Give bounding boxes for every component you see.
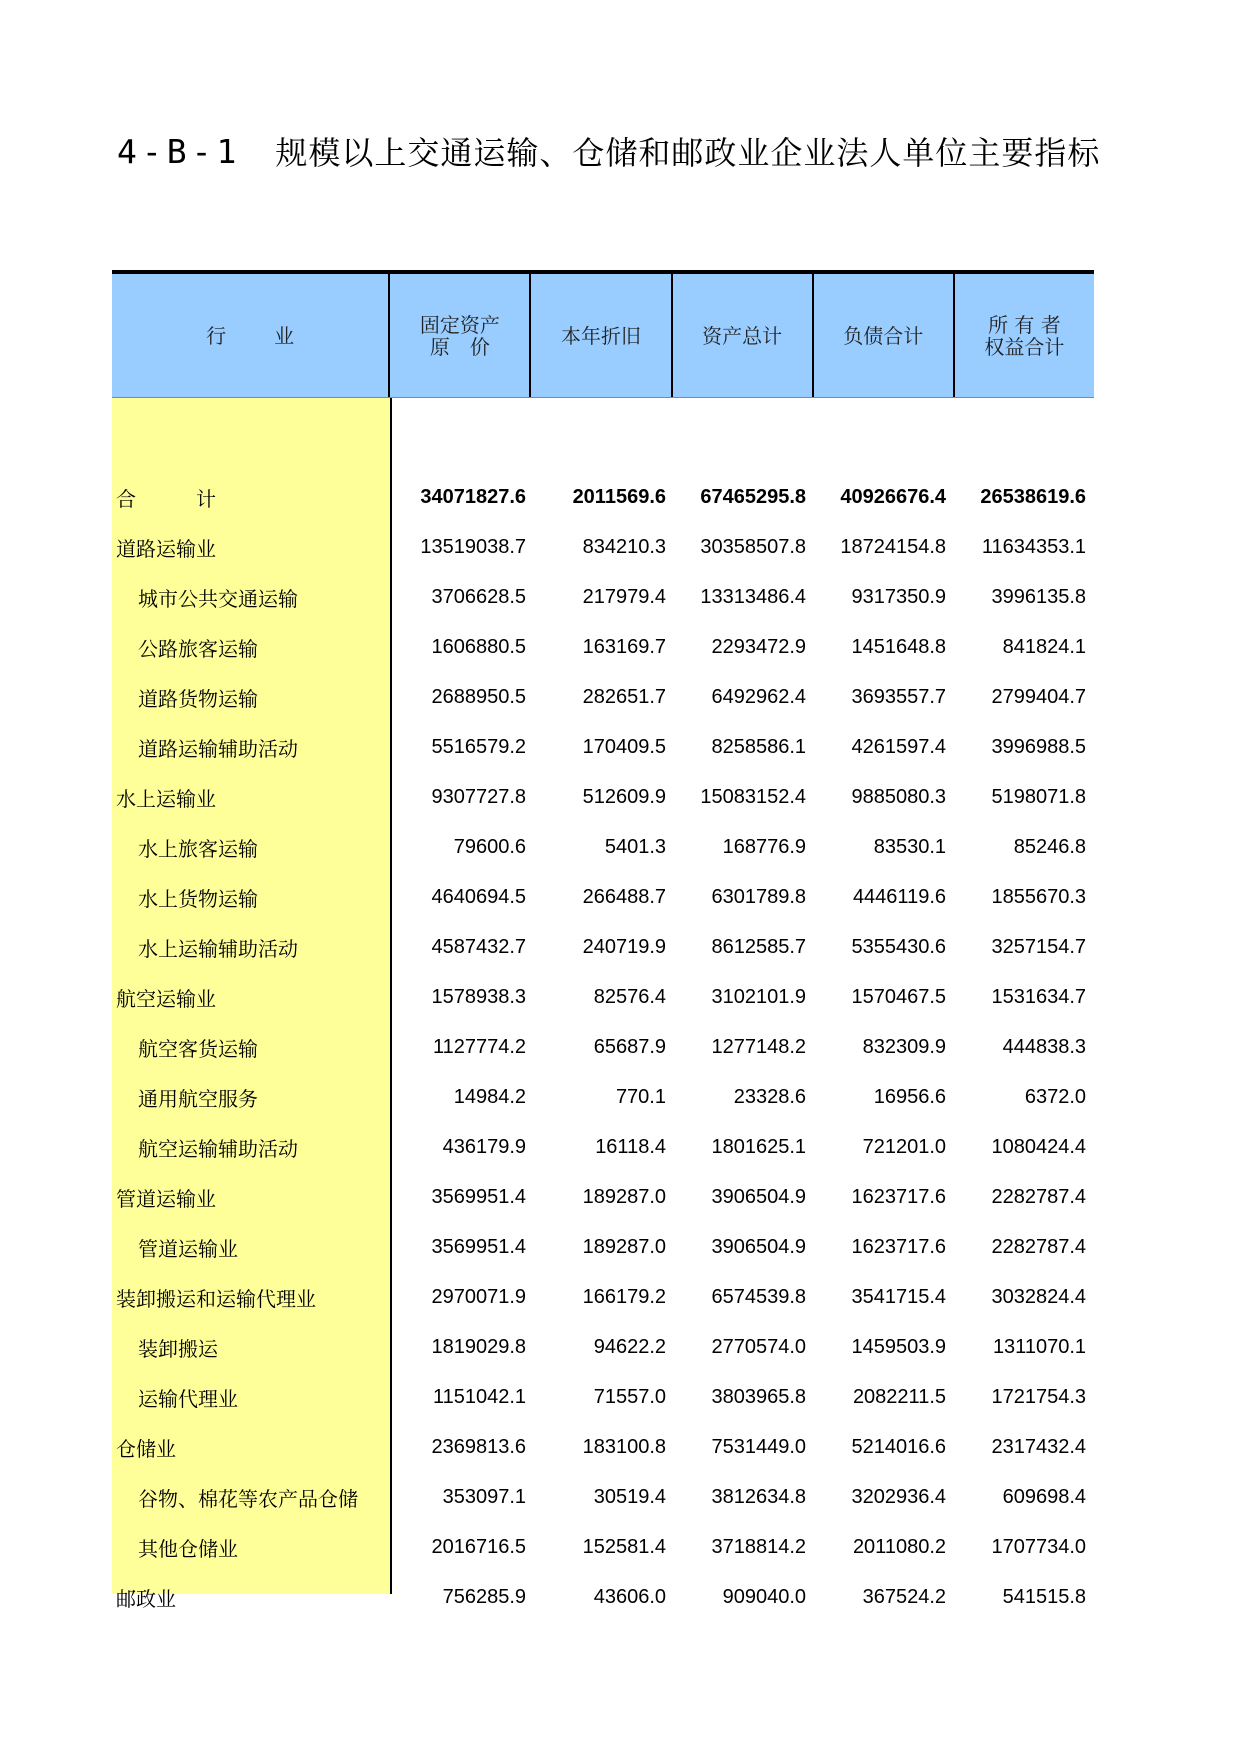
depreciation-cell: 282651.7: [582, 685, 666, 708]
table-body: [112, 398, 1094, 1622]
total-liabilities-cell: 832309.9: [862, 1035, 946, 1058]
owners-equity-cell: 5198071.8: [991, 785, 1086, 808]
table-row: [112, 972, 1094, 1022]
total-liabilities-cell: 3202936.4: [851, 1485, 946, 1508]
total-assets-cell: 6574539.8: [711, 1285, 806, 1308]
total-assets-cell: 3906504.9: [711, 1185, 806, 1208]
total-liabilities-cell: 5214016.6: [851, 1435, 946, 1458]
industry-name-cell: 道路运输辅助活动: [138, 736, 298, 761]
total-assets-cell: 15083152.4: [700, 785, 806, 808]
owners-equity-cell: 2282787.4: [991, 1235, 1086, 1258]
industry-name-cell: 管道运输业: [138, 1236, 238, 1261]
industry-name-cell: 水上运输业: [116, 786, 216, 811]
industry-name-cell: 道路运输业: [116, 536, 216, 561]
owners-equity-cell: 26538619.6: [980, 485, 1086, 508]
industry-name-cell: 水上旅客运输: [138, 836, 258, 861]
total-assets-cell: 67465295.8: [700, 485, 806, 508]
table-row: [112, 922, 1094, 972]
table-row: [112, 622, 1094, 672]
total-liabilities-cell: 9885080.3: [851, 785, 946, 808]
total-liabilities-cell: 5355430.6: [851, 935, 946, 958]
page-title: [117, 126, 1100, 176]
owners-equity-cell: 3996135.8: [991, 585, 1086, 608]
fixed-assets-cell: 1578938.3: [431, 985, 526, 1008]
owners-equity-cell: 444838.3: [1002, 1035, 1086, 1058]
fixed-assets-cell: 2016716.5: [431, 1535, 526, 1558]
total-row: [112, 472, 1094, 522]
total-assets-cell: 6301789.8: [711, 885, 806, 908]
owners-equity-cell: 6372.0: [1024, 1085, 1086, 1108]
depreciation-cell: 82576.4: [593, 985, 666, 1008]
depreciation-cell: 266488.7: [582, 885, 666, 908]
total-assets-cell: 168776.9: [722, 835, 806, 858]
table-row: [112, 1122, 1094, 1172]
total-liabilities-cell: 1459503.9: [851, 1335, 946, 1358]
table-row: [112, 1172, 1094, 1222]
total-liabilities-cell: 9317350.9: [851, 585, 946, 608]
depreciation-cell: 512609.9: [582, 785, 666, 808]
owners-equity-cell: 2282787.4: [991, 1185, 1086, 1208]
header-depreciation: 本年折旧: [529, 274, 670, 397]
table-row: [112, 722, 1094, 772]
owners-equity-cell: 609698.4: [1002, 1485, 1086, 1508]
depreciation-cell: 5401.3: [604, 835, 666, 858]
industry-name-cell: 装卸搬运: [138, 1336, 218, 1361]
owners-equity-cell: 541515.8: [1002, 1585, 1086, 1608]
industry-name-cell: 装卸搬运和运输代理业: [116, 1286, 316, 1311]
table-row: [112, 1422, 1094, 1472]
total-assets-cell: 3906504.9: [711, 1235, 806, 1258]
industry-name-cell: 航空运输业: [116, 986, 216, 1011]
fixed-assets-cell: 3706628.5: [431, 585, 526, 608]
depreciation-cell: 770.1: [615, 1085, 666, 1108]
industry-name-cell: 管道运输业: [116, 1186, 216, 1211]
fixed-assets-cell: 353097.1: [442, 1485, 526, 1508]
total-assets-cell: 3102101.9: [711, 985, 806, 1008]
fixed-assets-cell: 1606880.5: [431, 635, 526, 658]
fixed-assets-cell: 13519038.7: [420, 535, 526, 558]
industry-name-cell: 运输代理业: [138, 1386, 238, 1411]
depreciation-cell: 189287.0: [582, 1185, 666, 1208]
table-rows: [112, 398, 1094, 1622]
table-header: [112, 274, 1094, 398]
total-liabilities-cell: 721201.0: [862, 1135, 946, 1158]
total-liabilities-cell: 16956.6: [873, 1085, 946, 1108]
table-row: [112, 1372, 1094, 1422]
total-liabilities-cell: 40926676.4: [840, 485, 946, 508]
fixed-assets-cell: 79600.6: [453, 835, 526, 858]
table-row: [112, 772, 1094, 822]
owners-equity-cell: 841824.1: [1002, 635, 1086, 658]
total-liabilities-cell: 1570467.5: [851, 985, 946, 1008]
owners-equity-cell: 1855670.3: [991, 885, 1086, 908]
fixed-assets-cell: 1819029.8: [431, 1335, 526, 1358]
total-liabilities-cell: 18724154.8: [840, 535, 946, 558]
industry-name-cell: 水上货物运输: [138, 886, 258, 911]
depreciation-cell: 65687.9: [593, 1035, 666, 1058]
table-row: [112, 822, 1094, 872]
depreciation-cell: 189287.0: [582, 1235, 666, 1258]
total-assets-cell: 13313486.4: [700, 585, 806, 608]
fixed-assets-cell: 2369813.6: [431, 1435, 526, 1458]
total-assets-cell: 1801625.1: [711, 1135, 806, 1158]
fixed-assets-cell: 3569951.4: [431, 1235, 526, 1258]
total-liabilities-cell: 83530.1: [873, 835, 946, 858]
total-liabilities-cell: 1451648.8: [851, 635, 946, 658]
total-liabilities-cell: 1623717.6: [851, 1185, 946, 1208]
fixed-assets-cell: 9307727.8: [431, 785, 526, 808]
fixed-assets-cell: 3569951.4: [431, 1185, 526, 1208]
industry-name-cell: 航空客货运输: [138, 1036, 258, 1061]
table-row: [112, 672, 1094, 722]
industry-name-cell: 合 计: [116, 486, 236, 511]
depreciation-cell: 217979.4: [582, 585, 666, 608]
total-assets-cell: 3718814.2: [711, 1535, 806, 1558]
fixed-assets-cell: 756285.9: [442, 1585, 526, 1608]
table-row: [112, 1272, 1094, 1322]
depreciation-cell: 2011569.6: [572, 485, 666, 508]
table-row: [112, 1522, 1094, 1572]
depreciation-cell: 43606.0: [593, 1585, 666, 1608]
industry-name-cell: 谷物、棉花等农产品仓储: [138, 1486, 358, 1511]
total-liabilities-cell: 2011080.2: [852, 1535, 946, 1558]
total-assets-cell: 23328.6: [733, 1085, 806, 1108]
total-assets-cell: 1277148.2: [711, 1035, 806, 1058]
owners-equity-cell: 1531634.7: [991, 985, 1086, 1008]
total-liabilities-cell: 3541715.4: [851, 1285, 946, 1308]
depreciation-cell: 30519.4: [593, 1485, 666, 1508]
total-liabilities-cell: 3693557.7: [851, 685, 946, 708]
fixed-assets-cell: 1151042.1: [432, 1385, 526, 1408]
total-assets-cell: 2770574.0: [711, 1335, 806, 1358]
depreciation-cell: 163169.7: [582, 635, 666, 658]
depreciation-cell: 166179.2: [582, 1285, 666, 1308]
total-liabilities-cell: 1623717.6: [851, 1235, 946, 1258]
industry-name-cell: 水上运输辅助活动: [138, 936, 298, 961]
table-code: 4-B-1: [117, 131, 242, 171]
owners-equity-cell: 1707734.0: [991, 1535, 1086, 1558]
total-assets-cell: 3812634.8: [711, 1485, 806, 1508]
total-assets-cell: 30358507.8: [700, 535, 806, 558]
industry-name-cell: 其他仓储业: [138, 1536, 238, 1561]
depreciation-cell: 71557.0: [593, 1385, 666, 1408]
table-row: [112, 572, 1094, 622]
header-industry: 行业: [206, 323, 343, 348]
table-title: 规模以上交通运输、仓储和邮政业企业法人单位主要指标: [275, 134, 1101, 172]
total-assets-cell: 8612585.7: [711, 935, 806, 958]
industry-name-cell: 通用航空服务: [138, 1086, 258, 1111]
fixed-assets-cell: 14984.2: [453, 1085, 526, 1108]
fixed-assets-cell: 2970071.9: [431, 1285, 526, 1308]
owners-equity-cell: 85246.8: [1013, 835, 1086, 858]
table-row: [112, 1322, 1094, 1372]
industry-name-cell: 邮政业: [116, 1586, 176, 1611]
industry-name-cell: 仓储业: [116, 1436, 176, 1461]
total-liabilities-cell: 4446119.6: [852, 885, 946, 908]
industry-name-cell: 公路旅客运输: [138, 636, 258, 661]
fixed-assets-cell: 2688950.5: [431, 685, 526, 708]
fixed-assets-cell: 34071827.6: [420, 485, 526, 508]
table-row: [112, 1572, 1094, 1622]
table-row: [112, 1472, 1094, 1522]
depreciation-cell: 170409.5: [582, 735, 666, 758]
total-assets-cell: 909040.0: [722, 1585, 806, 1608]
depreciation-cell: 834210.3: [582, 535, 666, 558]
owners-equity-cell: 3996988.5: [991, 735, 1086, 758]
statistics-table: [112, 270, 1094, 1622]
total-liabilities-cell: 367524.2: [862, 1585, 946, 1608]
depreciation-cell: 94622.2: [593, 1335, 666, 1358]
table-row: [112, 1222, 1094, 1272]
fixed-assets-cell: 436179.9: [442, 1135, 526, 1158]
table-row: [112, 1022, 1094, 1072]
fixed-assets-cell: 1127774.2: [432, 1035, 526, 1058]
owners-equity-cell: 3032824.4: [991, 1285, 1086, 1308]
fixed-assets-cell: 5516579.2: [431, 735, 526, 758]
total-assets-cell: 2293472.9: [711, 635, 806, 658]
table-row: [112, 522, 1094, 572]
industry-name-cell: 道路货物运输: [138, 686, 258, 711]
fixed-assets-cell: 4640694.5: [431, 885, 526, 908]
owners-equity-cell: 1311070.1: [992, 1335, 1086, 1358]
header-total-assets: 资产总计: [671, 274, 812, 397]
total-assets-cell: 6492962.4: [711, 685, 806, 708]
owners-equity-cell: 1721754.3: [991, 1385, 1086, 1408]
depreciation-cell: 240719.9: [582, 935, 666, 958]
owners-equity-cell: 2317432.4: [991, 1435, 1086, 1458]
header-owners-equity: 所 有 者 权益合计: [953, 274, 1094, 397]
owners-equity-cell: 1080424.4: [991, 1135, 1086, 1158]
owners-equity-cell: 3257154.7: [991, 935, 1086, 958]
depreciation-cell: 183100.8: [582, 1435, 666, 1458]
owners-equity-cell: 11634353.1: [981, 535, 1086, 558]
fixed-assets-cell: 4587432.7: [431, 935, 526, 958]
header-fixed-assets: 固定资产 原 价: [388, 274, 529, 397]
depreciation-cell: 152581.4: [582, 1535, 666, 1558]
total-assets-cell: 7531449.0: [711, 1435, 806, 1458]
total-liabilities-cell: 4261597.4: [851, 735, 946, 758]
total-assets-cell: 3803965.8: [711, 1385, 806, 1408]
total-assets-cell: 8258586.1: [711, 735, 806, 758]
industry-name-cell: 航空运输辅助活动: [138, 1136, 298, 1161]
owners-equity-cell: 2799404.7: [991, 685, 1086, 708]
depreciation-cell: 16118.4: [595, 1135, 666, 1158]
industry-name-cell: 城市公共交通运输: [138, 586, 298, 611]
table-row: [112, 1072, 1094, 1122]
header-total-liabilities: 负债合计: [812, 274, 953, 397]
total-liabilities-cell: 2082211.5: [852, 1385, 946, 1408]
table-row: [112, 872, 1094, 922]
